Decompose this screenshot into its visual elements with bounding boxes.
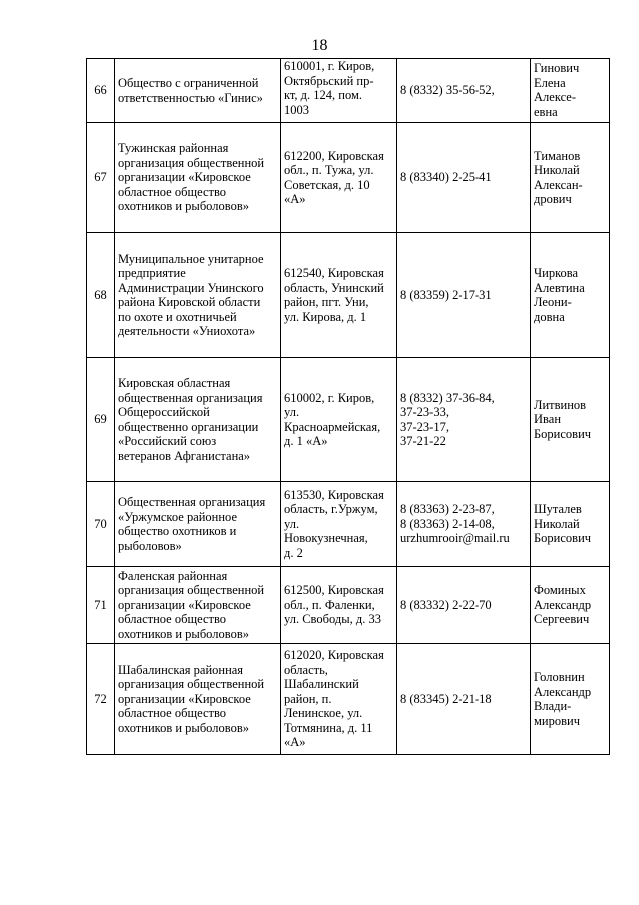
organization-name: Шабалинская районная организация общественной организации «Кировское областное общество охотников и рыболовов» [115,644,281,755]
row-number: 69 [87,358,115,482]
organizations-table [86,58,610,755]
organization-head: Гинович Елена Алексе- евна [531,59,610,123]
table-row [87,123,610,233]
organization-phone: 8 (83363) 2-23-87, 8 (83363) 2-14-08, urzhumrooir@mail.ru [397,482,531,567]
page-number: 18 [311,37,328,54]
organization-name: Общественная организация «Уржумское районное общество охотников и рыболовов» [115,482,281,567]
organization-name: Общество с ограниченной ответственностью «Гинис» [115,59,281,123]
table-row [87,358,610,482]
table-row [87,482,610,567]
organization-phone: 8 (83345) 2-21-18 [397,644,531,755]
organization-address: 612540, Кировская область, Унинский район, пгт. Уни, ул. Кирова, д. 1 [281,233,397,358]
row-number: 72 [87,644,115,755]
organization-address: 613530, Кировская область, г.Уржум, ул. Новокузнечная, д. 2 [281,482,397,567]
organization-address: 610001, г. Киров, Октябрьский пр- кт, д. 124, пом. 1003 [281,59,397,123]
row-number: 66 [87,59,115,123]
organization-head: Головнин Александр Влади- мирович [531,644,610,755]
organization-name: Кировская областная общественная организация Общероссийской общественно организации «Российский союз ветеранов Афганистана» [115,358,281,482]
organization-head: Фоминых Александр Сергеевич [531,567,610,644]
table-row [87,644,610,755]
organization-head: Шуталев Николай Борисович [531,482,610,567]
row-number: 71 [87,567,115,644]
organization-phone: 8 (83340) 2-25-41 [397,123,531,233]
organization-name: Фаленская районная организация общественной организации «Кировское областное общество охотников и рыболовов» [115,567,281,644]
organization-address: 612020, Кировская область, Шабалинский район, п. Ленинское, ул. Тотмянина, д. 11 «А» [281,644,397,755]
organization-head: Чиркова Алевтина Леони- довна [531,233,610,358]
table-row [87,567,610,644]
table-row [87,59,610,123]
organization-name: Тужинская районная организация общественной организации «Кировское областное общество охотников и рыболовов» [115,123,281,233]
organization-phone: 8 (8332) 37-36-84, 37-23-33, 37-23-17, 37-21-22 [397,358,531,482]
row-number: 67 [87,123,115,233]
organization-phone: 8 (83359) 2-17-31 [397,233,531,358]
organization-address: 612200, Кировская обл., п. Тужа, ул. Советская, д. 10 «А» [281,123,397,233]
organization-head: Литвинов Иван Борисович [531,358,610,482]
row-number: 70 [87,482,115,567]
table-row [87,233,610,358]
organization-address: 612500, Кировская обл., п. Фаленки, ул. Свободы, д. 33 [281,567,397,644]
organization-address: 610002, г. Киров, ул. Красноармейская, д. 1 «А» [281,358,397,482]
row-number: 68 [87,233,115,358]
organization-name: Муниципальное унитарное предприятие Администрации Унинского района Кировской области по охоте и охотничьей деятельности «Униохота» [115,233,281,358]
organization-head: Тиманов Николай Алексан- дрович [531,123,610,233]
organization-phone: 8 (83332) 2-22-70 [397,567,531,644]
organization-phone: 8 (8332) 35-56-52, [397,59,531,123]
